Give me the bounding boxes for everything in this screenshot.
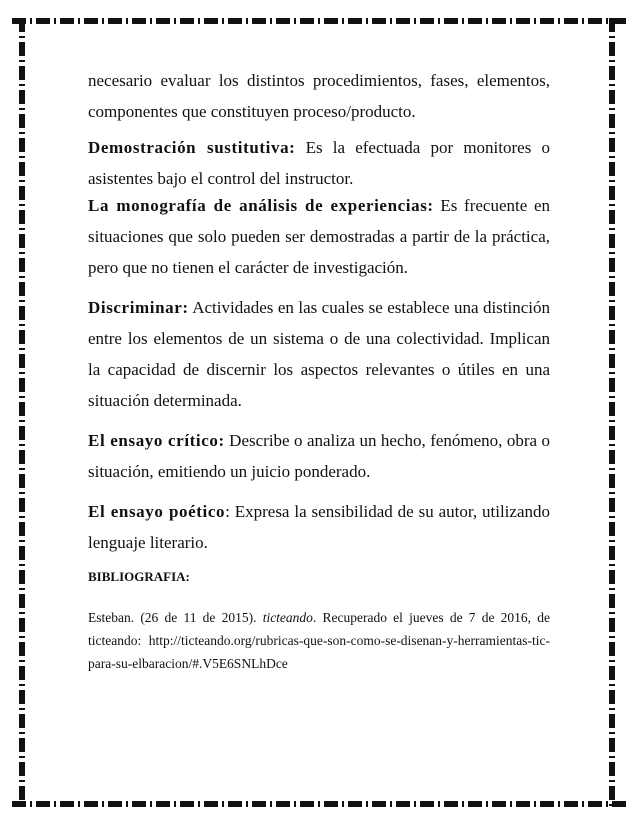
paragraph-monografia	[88, 190, 550, 283]
page-border-left	[19, 18, 25, 807]
paragraph-text: necesario evaluar los distintos procedimientos, fases, elementos, componentes que constituyen proceso/producto.	[88, 71, 550, 121]
definition-text: Es la efectuada por monitores o asistentes bajo el control del instructor.	[88, 138, 550, 188]
bibliography-entry	[88, 606, 550, 675]
definition-text: : Expresa la sensibilidad de su autor, utilizando lenguaje literario.	[88, 502, 550, 552]
definition-term: El ensayo crítico:	[88, 431, 225, 450]
bibliography-rest: . Recuperado el jueves de 7 de 2016, de ticteando: http://ticteando.org/rubricas-que-son-como-se-disenan-y-herramientas-tic-para-su-elbaracion/#.V5E6SNLhDce	[88, 610, 550, 671]
page-border-top	[12, 18, 626, 24]
definition-term: La monografía de análisis de experiencias:	[88, 196, 434, 215]
definition-text: Es frecuente en situaciones que solo pueden ser demostradas a partir de la práctica, pero que no tienen el carácter de investigación.	[88, 196, 550, 277]
definition-term: Demostración sustitutiva:	[88, 138, 296, 157]
page-border-bottom	[12, 801, 626, 807]
page-border-right	[609, 18, 615, 807]
bibliography-author-date: Esteban. (26 de 11 de 2015).	[88, 610, 263, 625]
definition-term: Discriminar:	[88, 298, 189, 317]
paragraph-ensayo-poetico	[88, 496, 550, 558]
definition-text: Describe o analiza un hecho, fenómeno, obra o situación, emitiendo un juicio ponderado.	[88, 431, 550, 481]
paragraph-ensayo-critico	[88, 425, 550, 487]
definition-term: El ensayo poético	[88, 502, 226, 521]
bibliography-heading: BIBLIOGRAFIA:	[88, 569, 190, 584]
paragraph-demostracion-sustitutiva	[88, 132, 550, 194]
definition-text: Actividades en las cuales se establece una distinción entre los elementos de un sistema o de una colectividad. Implican la capacidad de discernir los aspectos relevantes o útiles en una situación determinada.	[88, 298, 550, 410]
document-body	[88, 65, 550, 558]
paragraph-continuation	[88, 65, 550, 127]
paragraph-discriminar	[88, 292, 550, 416]
bibliography-source-title: ticteando	[262, 610, 313, 625]
